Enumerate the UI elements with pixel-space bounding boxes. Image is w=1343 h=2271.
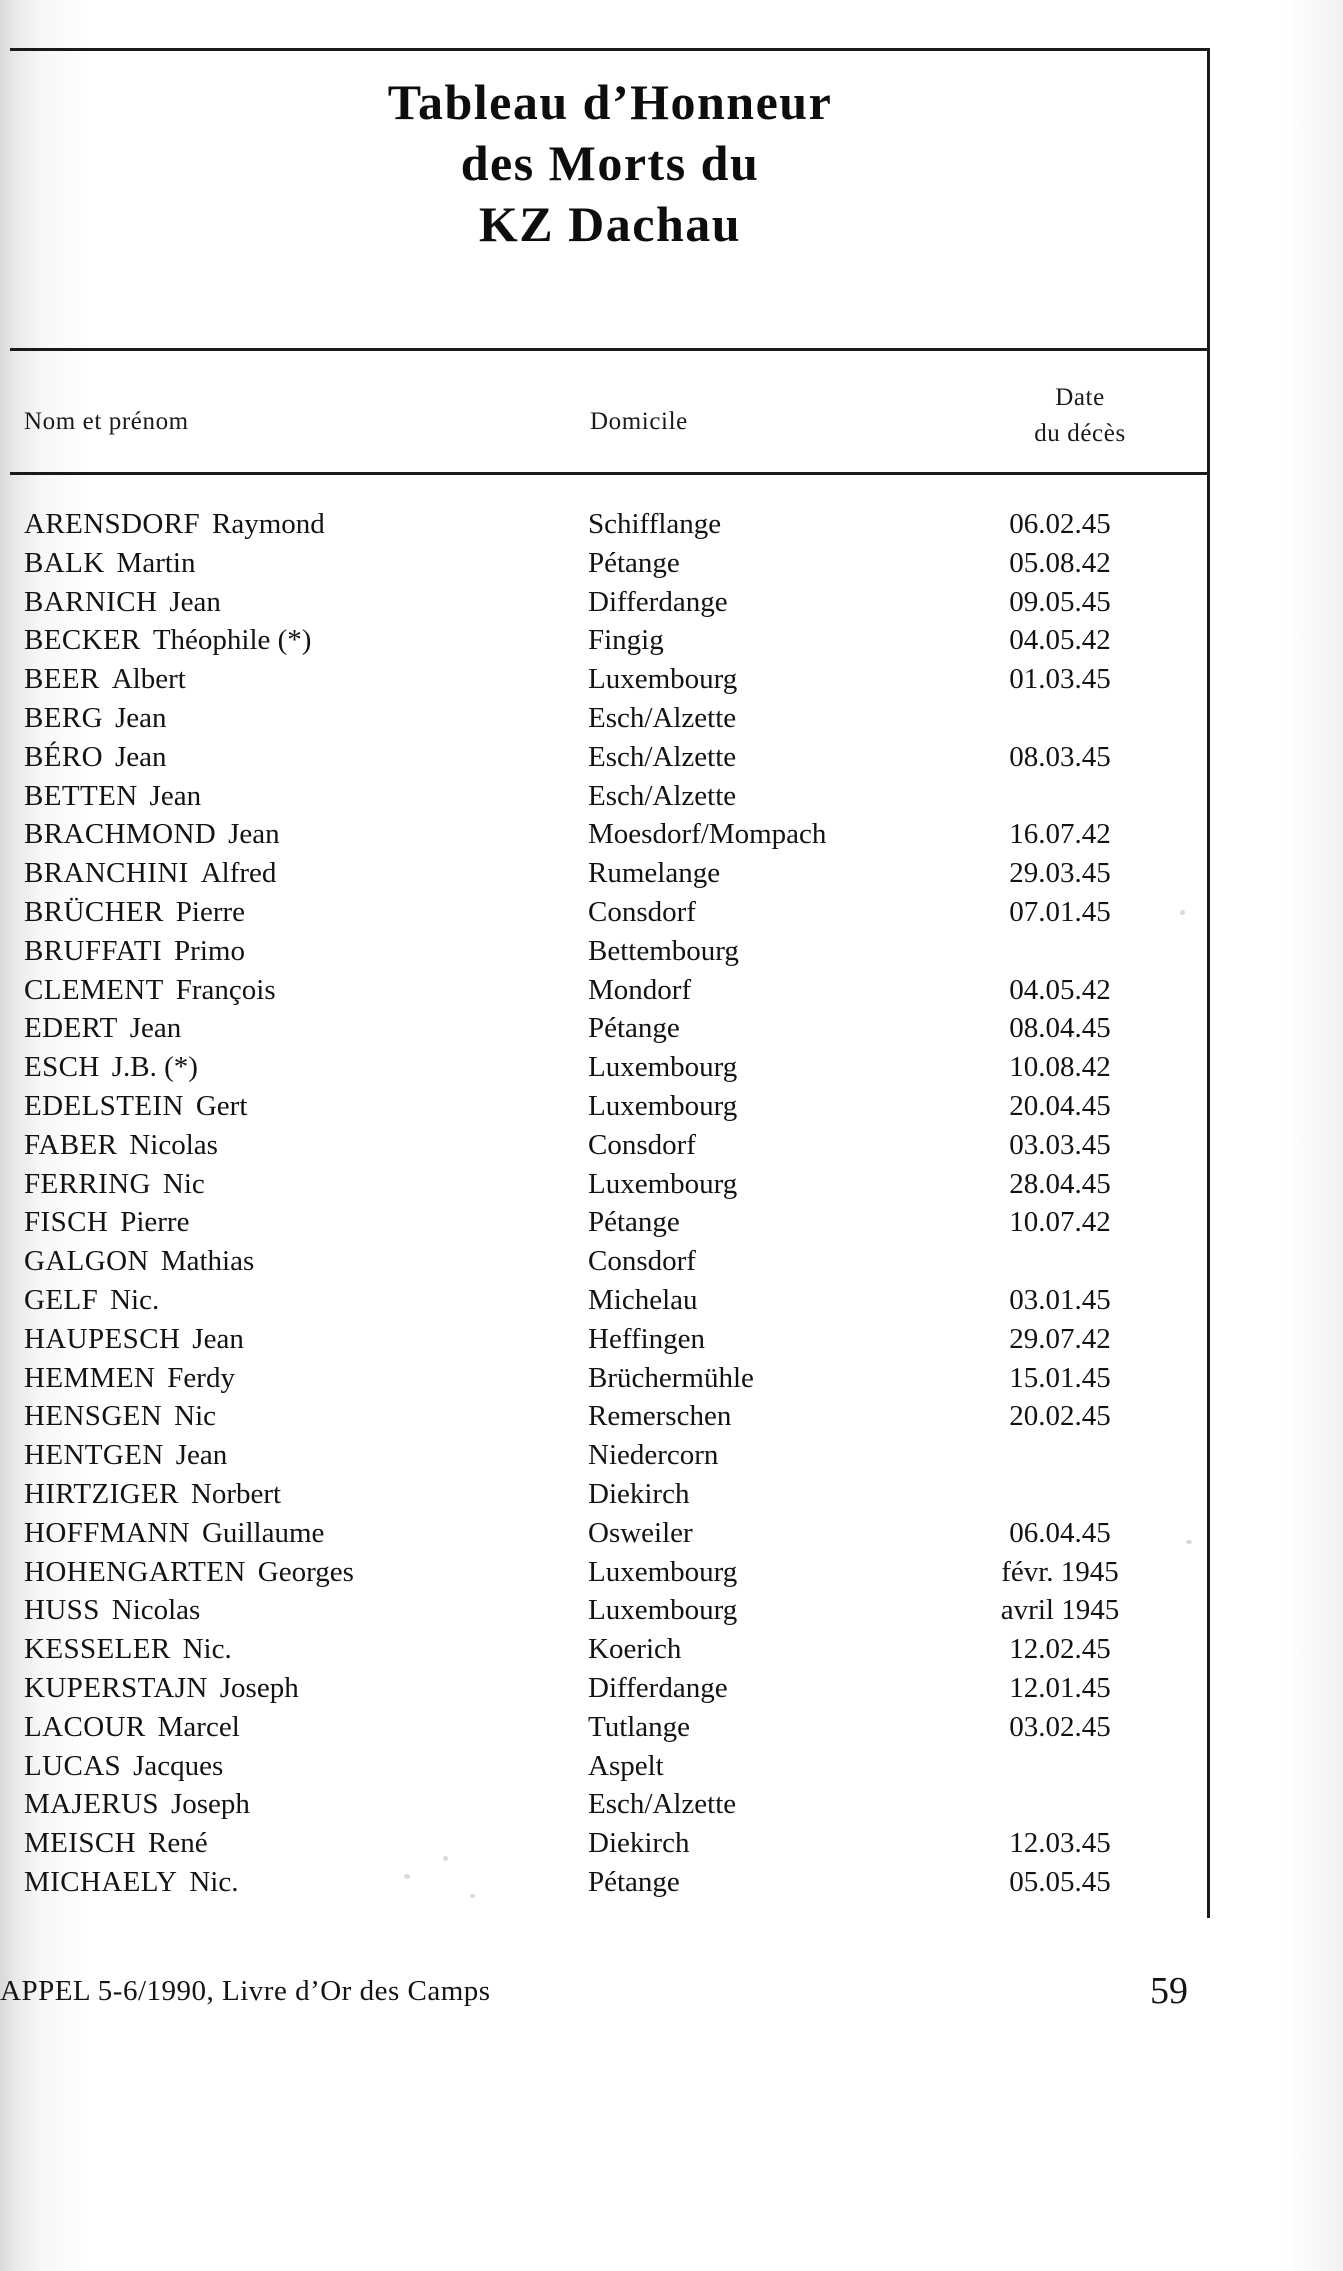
cell-domicile: Diekirch	[588, 1477, 690, 1510]
cell-date-of-death: 06.02.45	[1009, 508, 1111, 540]
table-row	[10, 1711, 1210, 1750]
cell-given-name: Jean	[175, 1439, 228, 1472]
cell-given-name: Nic.	[182, 1633, 232, 1666]
cell-surname: HIRTZIGER	[24, 1477, 179, 1510]
cell-name	[24, 1245, 254, 1278]
cell-domicile: Michelau	[588, 1283, 698, 1316]
cell-domicile: Luxembourg	[588, 1555, 738, 1588]
scan-speck	[1186, 1540, 1192, 1544]
cell-domicile: Esch/Alzette	[588, 701, 737, 734]
table-row	[10, 896, 1210, 935]
cell-domicile: Niedercorn	[588, 1439, 719, 1472]
cell-domicile: Pétange	[588, 1865, 680, 1898]
cell-surname: HEMMEN	[24, 1361, 156, 1394]
cell-given-name: Ferdy	[167, 1361, 235, 1394]
cell-name	[24, 1478, 281, 1511]
table-row	[10, 1478, 1210, 1517]
cell-date-of-death: 06.04.45	[1009, 1516, 1111, 1549]
cell-surname: MEISCH	[24, 1827, 136, 1860]
cell-domicile: Differdange	[588, 585, 728, 618]
cell-domicile: Consdorf	[588, 1128, 696, 1161]
cell-domicile: Bettembourg	[588, 934, 739, 967]
cell-name	[24, 1517, 324, 1550]
cell-given-name: Nic.	[110, 1283, 160, 1316]
cell-given-name: Jean	[114, 701, 167, 734]
table-row	[10, 702, 1210, 741]
cell-name	[24, 1012, 181, 1045]
cell-surname: KUPERSTAJN	[24, 1671, 208, 1704]
table-row	[10, 1206, 1210, 1245]
cell-surname: KESSELER	[24, 1633, 171, 1666]
cell-given-name: Guillaume	[201, 1516, 325, 1549]
cell-domicile: Consdorf	[588, 895, 696, 928]
cell-name	[24, 780, 201, 813]
cell-domicile: Osweiler	[588, 1516, 693, 1549]
cell-surname: FISCH	[24, 1206, 109, 1239]
cell-name	[24, 1129, 218, 1162]
cell-given-name: Martin	[116, 546, 196, 579]
cell-surname: HOHENGARTEN	[24, 1555, 246, 1588]
cell-given-name: Primo	[174, 934, 245, 967]
cell-domicile: Heffingen	[588, 1322, 706, 1355]
cell-surname: BECKER	[24, 624, 141, 657]
cell-surname: EDERT	[24, 1012, 118, 1045]
table-row	[10, 1245, 1210, 1284]
cell-name	[24, 1672, 299, 1705]
cell-given-name: Albert	[111, 663, 186, 696]
table-row	[10, 935, 1210, 974]
cell-name	[24, 1090, 247, 1123]
cell-domicile: Mondorf	[588, 973, 692, 1006]
cell-date-of-death: 16.07.42	[1009, 818, 1111, 851]
table-row	[10, 663, 1210, 702]
table-row	[10, 1517, 1210, 1556]
cell-name	[24, 586, 221, 619]
table-row	[10, 508, 1210, 547]
cell-domicile: Koerich	[588, 1633, 682, 1666]
cell-name	[24, 1827, 208, 1860]
cell-date-of-death: 10.07.42	[1009, 1206, 1111, 1239]
cell-name	[24, 857, 276, 890]
cell-domicile: Esch/Alzette	[588, 779, 737, 812]
scan-speck	[404, 1874, 410, 1879]
cell-name	[24, 1711, 240, 1744]
cell-name	[24, 896, 245, 929]
cell-name	[24, 1206, 189, 1239]
column-header-date	[970, 380, 1190, 453]
cell-name	[24, 1439, 227, 1472]
table-row	[10, 1439, 1210, 1478]
table-row	[10, 741, 1210, 780]
cell-given-name: Norbert	[190, 1477, 282, 1510]
cell-given-name: Jacques	[133, 1749, 224, 1782]
cell-given-name: René	[147, 1827, 208, 1860]
cell-surname: MAJERUS	[24, 1788, 159, 1821]
cell-name	[24, 1051, 198, 1084]
table-row	[10, 1012, 1210, 1051]
cell-date-of-death: 15.01.45	[1009, 1361, 1111, 1394]
cell-given-name: Nic.	[189, 1865, 239, 1898]
cell-given-name: Nicolas	[129, 1128, 218, 1161]
cell-date-of-death: 08.03.45	[1009, 740, 1111, 773]
table-row	[10, 857, 1210, 896]
cell-surname: EDELSTEIN	[24, 1089, 184, 1122]
table-row	[10, 1556, 1210, 1595]
cell-surname: LUCAS	[24, 1749, 122, 1782]
cell-date-of-death: 05.05.45	[1009, 1865, 1111, 1898]
divider-title	[10, 348, 1210, 351]
cell-domicile: Luxembourg	[588, 1089, 738, 1122]
table-row	[10, 547, 1210, 586]
cell-surname: BRUFFATI	[24, 934, 163, 967]
cell-given-name: Joseph	[219, 1671, 299, 1704]
cell-surname: GALGON	[24, 1245, 149, 1278]
scan-speck	[443, 1856, 448, 1861]
cell-name	[24, 1362, 235, 1395]
cell-domicile: Aspelt	[588, 1749, 664, 1782]
cell-given-name: Mathias	[160, 1245, 255, 1278]
cell-domicile: Tutlange	[588, 1710, 691, 1743]
cell-given-name: Jean	[169, 585, 221, 618]
cell-surname: CLEMENT	[24, 973, 164, 1006]
cell-given-name: Nicolas	[111, 1594, 201, 1627]
cell-date-of-death: avril 1945	[1000, 1594, 1120, 1627]
cell-surname: ESCH	[24, 1051, 100, 1084]
cell-surname: HENSGEN	[24, 1400, 163, 1433]
cell-date-of-death: 07.01.45	[1009, 895, 1111, 928]
cell-name	[24, 1633, 232, 1666]
cell-date-of-death: 08.04.45	[1009, 1012, 1111, 1045]
footer-page-number: 59	[1150, 1970, 1188, 2012]
scan-speck	[1180, 910, 1185, 915]
cell-name	[24, 1284, 159, 1317]
cell-name	[24, 547, 195, 580]
cell-surname: BEER	[24, 663, 100, 696]
cell-name	[24, 1556, 354, 1589]
cell-given-name: Gert	[195, 1089, 248, 1122]
cell-surname: BRACHMOND	[24, 818, 217, 851]
table-row	[10, 780, 1210, 819]
cell-name	[24, 1400, 216, 1433]
table-row	[10, 1051, 1210, 1090]
cell-surname: BARNICH	[24, 585, 158, 618]
cell-domicile: Luxembourg	[588, 663, 738, 696]
cell-given-name: Nic	[162, 1167, 205, 1200]
cell-domicile: Remerschen	[588, 1400, 732, 1433]
cell-name	[24, 935, 245, 968]
cell-date-of-death: 29.03.45	[1009, 857, 1111, 890]
cell-domicile: Pétange	[588, 1012, 680, 1045]
cell-domicile: Moesdorf/Mompach	[588, 818, 827, 851]
cell-date-of-death: 20.04.45	[1009, 1089, 1111, 1122]
cell-name	[24, 741, 166, 774]
table-row	[10, 1788, 1210, 1827]
cell-given-name: Jean	[114, 740, 167, 773]
cell-name	[24, 508, 325, 541]
cell-given-name: Jean	[192, 1322, 244, 1355]
cell-name	[24, 1788, 250, 1821]
cell-surname: HENTGEN	[24, 1439, 164, 1472]
table-row	[10, 1323, 1210, 1362]
cell-date-of-death: 04.05.42	[1009, 973, 1111, 1006]
cell-date-of-death: 20.02.45	[1009, 1400, 1111, 1433]
cell-name	[24, 1750, 223, 1783]
table-row	[10, 1400, 1210, 1439]
scan-speck	[470, 1894, 475, 1898]
cell-date-of-death: 04.05.42	[1009, 624, 1111, 657]
table-row	[10, 586, 1210, 625]
cell-given-name: Nic	[174, 1400, 217, 1433]
cell-date-of-death: 03.03.45	[1009, 1128, 1111, 1161]
cell-surname: BÉRO	[24, 740, 103, 773]
cell-date-of-death: 03.01.45	[1009, 1283, 1111, 1316]
table-row	[10, 624, 1210, 663]
cell-domicile: Esch/Alzette	[588, 740, 737, 773]
footer-source: APPEL 5-6/1990, Livre d’Or des Camps	[0, 1975, 491, 2007]
cell-name	[24, 663, 186, 696]
cell-surname: FERRING	[24, 1167, 151, 1200]
cell-domicile: Luxembourg	[588, 1051, 738, 1084]
cell-domicile: Consdorf	[588, 1245, 696, 1278]
cell-domicile: Pétange	[588, 546, 680, 579]
cell-domicile: Differdange	[588, 1671, 728, 1704]
cell-surname: BETTEN	[24, 779, 138, 812]
cell-surname: HAUPESCH	[24, 1322, 181, 1355]
column-header-date-line1: Date	[1055, 384, 1105, 411]
cell-domicile: Diekirch	[588, 1827, 690, 1860]
cell-date-of-death: 12.03.45	[1009, 1827, 1111, 1860]
cell-surname: ARENSDORF	[24, 508, 201, 540]
table-row	[10, 974, 1210, 1013]
cell-surname: BERG	[24, 701, 103, 734]
title-line-2: des Morts du	[460, 135, 760, 191]
cell-domicile: Brüchermühle	[588, 1361, 754, 1394]
cell-given-name: Pierre	[175, 895, 246, 928]
cell-date-of-death: févr. 1945	[1001, 1555, 1119, 1588]
column-header-date-line2: du décès	[1034, 420, 1126, 448]
cell-surname: MICHAELY	[24, 1865, 178, 1898]
cell-date-of-death: 03.02.45	[1009, 1710, 1111, 1743]
cell-name	[24, 624, 311, 657]
cell-given-name: Jean	[149, 779, 202, 812]
cell-given-name: Raymond	[212, 508, 325, 540]
table-row	[10, 1827, 1210, 1866]
cell-surname: FABER	[24, 1128, 118, 1161]
cell-name	[24, 974, 276, 1007]
cell-given-name: Georges	[257, 1555, 354, 1588]
table-row	[10, 1594, 1210, 1633]
table-row	[10, 1672, 1210, 1711]
cell-name	[24, 818, 280, 851]
table-row	[10, 1633, 1210, 1672]
cell-name	[24, 1594, 200, 1627]
cell-given-name: Pierre	[120, 1206, 190, 1239]
cell-given-name: Théophile (*)	[152, 624, 312, 657]
cell-date-of-death: 01.03.45	[1009, 663, 1111, 696]
table-row	[10, 1168, 1210, 1207]
title-line-3: KZ Dachau	[478, 196, 742, 252]
cell-date-of-death: 12.01.45	[1009, 1671, 1111, 1704]
column-header-domicile: Domicile	[590, 408, 688, 435]
cell-date-of-death: 12.02.45	[1009, 1633, 1111, 1666]
cell-name	[24, 702, 166, 735]
cell-given-name: Jean	[129, 1012, 182, 1045]
table-row	[10, 1750, 1210, 1789]
cell-given-name: Joseph	[170, 1788, 250, 1821]
page-title	[10, 72, 1210, 255]
cell-surname: BALK	[24, 546, 105, 579]
cell-name	[24, 1323, 244, 1356]
cell-domicile: Rumelange	[588, 857, 721, 890]
cell-given-name: Jean	[228, 818, 280, 851]
cell-domicile: Luxembourg	[588, 1167, 738, 1200]
cell-domicile: Pétange	[588, 1206, 680, 1239]
column-header-name: Nom et prénom	[24, 408, 189, 435]
table-row	[10, 1284, 1210, 1323]
cell-surname: GELF	[24, 1283, 99, 1316]
table-row	[10, 818, 1210, 857]
cell-date-of-death: 10.08.42	[1009, 1051, 1111, 1084]
cell-name	[24, 1168, 205, 1201]
cell-given-name: François	[175, 973, 276, 1006]
cell-date-of-death: 29.07.42	[1009, 1322, 1111, 1355]
table-row	[10, 1866, 1210, 1905]
cell-surname: HOFFMANN	[24, 1516, 190, 1549]
cell-date-of-death: 05.08.42	[1009, 546, 1111, 579]
cell-given-name: Alfred	[200, 857, 277, 890]
title-line-1: Tableau d’Honneur	[387, 74, 833, 130]
cell-domicile: Luxembourg	[588, 1594, 738, 1627]
cell-given-name: Marcel	[157, 1710, 240, 1743]
entries-table	[10, 508, 1210, 1905]
table-header	[10, 360, 1210, 470]
table-row	[10, 1090, 1210, 1129]
cell-given-name: J.B. (*)	[111, 1051, 198, 1084]
table-row	[10, 1362, 1210, 1401]
cell-surname: LACOUR	[24, 1710, 146, 1743]
cell-date-of-death: 09.05.45	[1009, 585, 1111, 618]
divider-header	[10, 472, 1210, 475]
cell-domicile: Schifflange	[588, 508, 722, 540]
cell-domicile: Esch/Alzette	[588, 1788, 737, 1821]
cell-surname: BRANCHINI	[24, 857, 189, 890]
table-row	[10, 1129, 1210, 1168]
cell-domicile: Fingig	[588, 624, 664, 657]
cell-surname: BRÜCHER	[24, 895, 164, 928]
cell-surname: HUSS	[24, 1594, 100, 1627]
cell-date-of-death: 28.04.45	[1009, 1167, 1111, 1200]
cell-name	[24, 1866, 238, 1899]
